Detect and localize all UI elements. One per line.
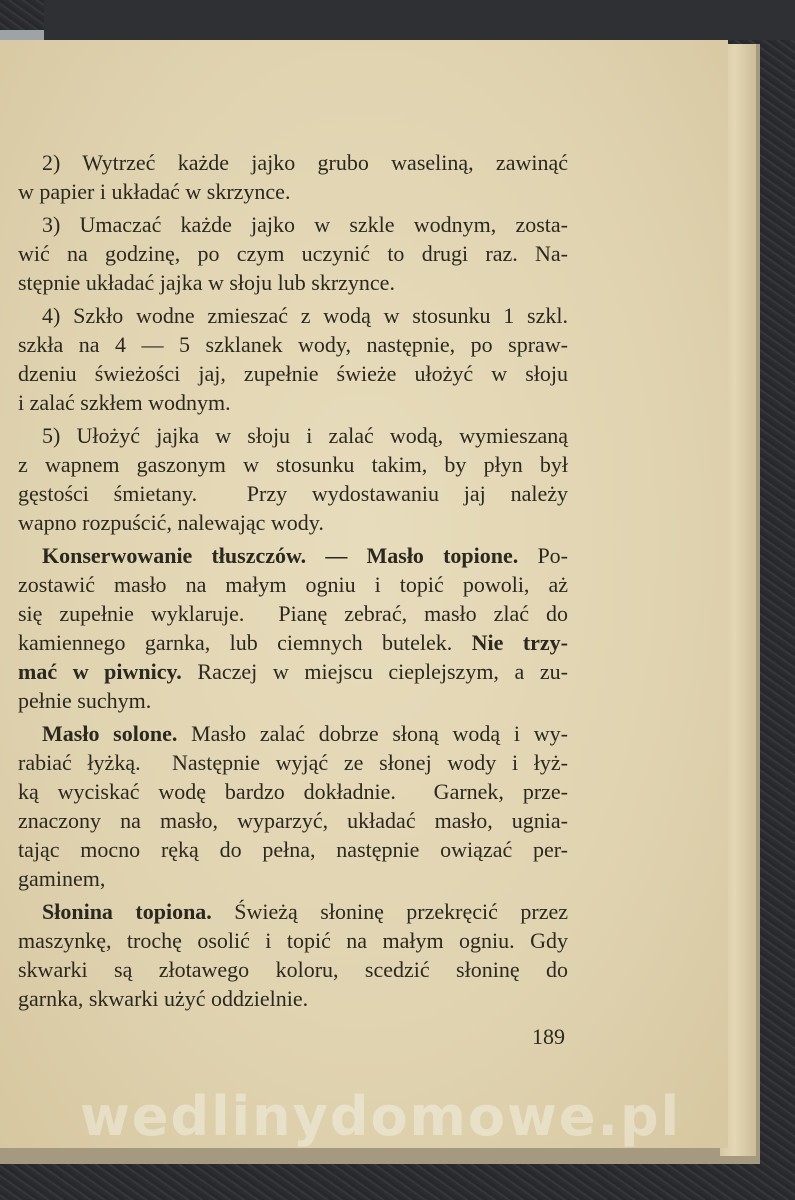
text-line (18, 479, 568, 508)
text-line (18, 450, 568, 479)
text-line (18, 719, 568, 748)
text-line (18, 748, 568, 777)
body-text: gaminem, (18, 866, 106, 891)
text-line (18, 686, 568, 715)
text-line (18, 508, 568, 537)
body-text: się zupełnie wyklaruje. Pianę zebrać, masło zlać do (18, 601, 568, 626)
body-text: 4) Szkło wodne zmieszać z wodą w stosunku 1 szkl. (42, 303, 568, 328)
body-text: z wapnem gaszonym w stosunku takim, by płyn był (18, 452, 568, 477)
body-text: zostawić masło na małym ogniu i topić powoli, aż (18, 572, 568, 597)
bold-heading-text: Konserwowanie tłuszczów. — Masło topione. (42, 543, 519, 568)
paragraph (18, 719, 568, 893)
body-text: garnka, skwarki użyć oddzielnie. (18, 986, 309, 1011)
body-text: Świeżą słoninę przekręcić przez (211, 899, 568, 924)
text-line (18, 330, 568, 359)
text-line (18, 926, 568, 955)
scan-background-top (44, 0, 795, 40)
text-line (18, 864, 568, 893)
text-line (18, 268, 568, 297)
body-text: ką wyciskać wodę bardzo dokładnie. Garnek, prze- (18, 779, 568, 804)
body-text: dzeniu świeżości jaj, zupełnie świeże ułożyć w słoju (18, 361, 568, 386)
paragraph (18, 301, 568, 417)
body-text: 3) Umaczać każde jajko w szkle wodnym, zosta- (42, 212, 568, 237)
watermark: wedlinydomowe.pl (80, 1085, 682, 1148)
text-line (18, 177, 568, 206)
paragraph (18, 210, 568, 297)
text-line (18, 388, 568, 417)
body-text: 5) Ułożyć jajka w słoju i zalać wodą, wymieszaną (42, 423, 568, 448)
body-text: kamiennego garnka, lub ciemnych butelek. (18, 630, 472, 655)
text-line (18, 777, 568, 806)
page-number: 189 (532, 1024, 565, 1049)
text-line (18, 657, 568, 686)
body-text: 2) Wytrzeć każde jajko grubo waseliną, zawinąć (42, 150, 568, 175)
text-line (18, 628, 568, 657)
paragraph (18, 541, 568, 715)
bold-heading-text: mać w piwnicy. (18, 659, 182, 684)
paragraph (18, 421, 568, 537)
text-line (18, 148, 568, 177)
text-line (18, 359, 568, 388)
body-text: Raczej w miejscu cieplejszym, a zu- (181, 659, 568, 684)
body-text: znaczony na masło, wyparzyć, układać masło, ugnia- (18, 808, 568, 833)
text-line (18, 806, 568, 835)
body-text: gęstości śmietany. Przy wydostawaniu jaj należy (18, 481, 568, 506)
paragraph (18, 148, 568, 206)
body-text: skwarki są złotawego koloru, scedzić słoninę do (18, 957, 568, 982)
text-line (18, 955, 568, 984)
bold-heading-text: Masło solone. (42, 721, 178, 746)
text-line (18, 599, 568, 628)
body-text: rabiać łyżką. Następnie wyjąć ze słonej wody i łyż- (18, 750, 568, 775)
body-text: Po- (518, 543, 568, 568)
body-text: w papier i układać w skrzynce. (18, 179, 291, 204)
body-text: stępnie układać jajka w słoju lub skrzynce. (18, 270, 395, 295)
text-line (18, 301, 568, 330)
text-line (18, 984, 568, 1013)
body-text: tając mocno ręką do pełna, następnie owiązać per- (18, 837, 568, 862)
body-text: i zalać szkłem wodnym. (18, 390, 231, 415)
body-text: wić na godzinę, po czym uczynić to drugi raz. Na- (18, 241, 568, 266)
text-line (18, 835, 568, 864)
body-text: wapno rozpuścić, nalewając wody. (18, 510, 324, 535)
bold-heading-text: Nie trzy- (471, 630, 568, 655)
text-line (18, 239, 568, 268)
text-line (18, 421, 568, 450)
page-body-text (18, 148, 568, 1017)
body-text: pełnie suchym. (18, 688, 152, 713)
text-line (18, 570, 568, 599)
bold-heading-text: Słonina topiona. (42, 899, 212, 924)
paragraph (18, 897, 568, 1013)
text-line (18, 541, 568, 570)
body-text: Masło zalać dobrze słoną wodą i wy- (177, 721, 568, 746)
body-text: maszynkę, trochę osolić i topić na małym ogniu. Gdy (18, 928, 568, 953)
text-line (18, 897, 568, 926)
body-text: szkła na 4 — 5 szklanek wody, następnie, po spraw- (18, 332, 568, 357)
text-line (18, 210, 568, 239)
